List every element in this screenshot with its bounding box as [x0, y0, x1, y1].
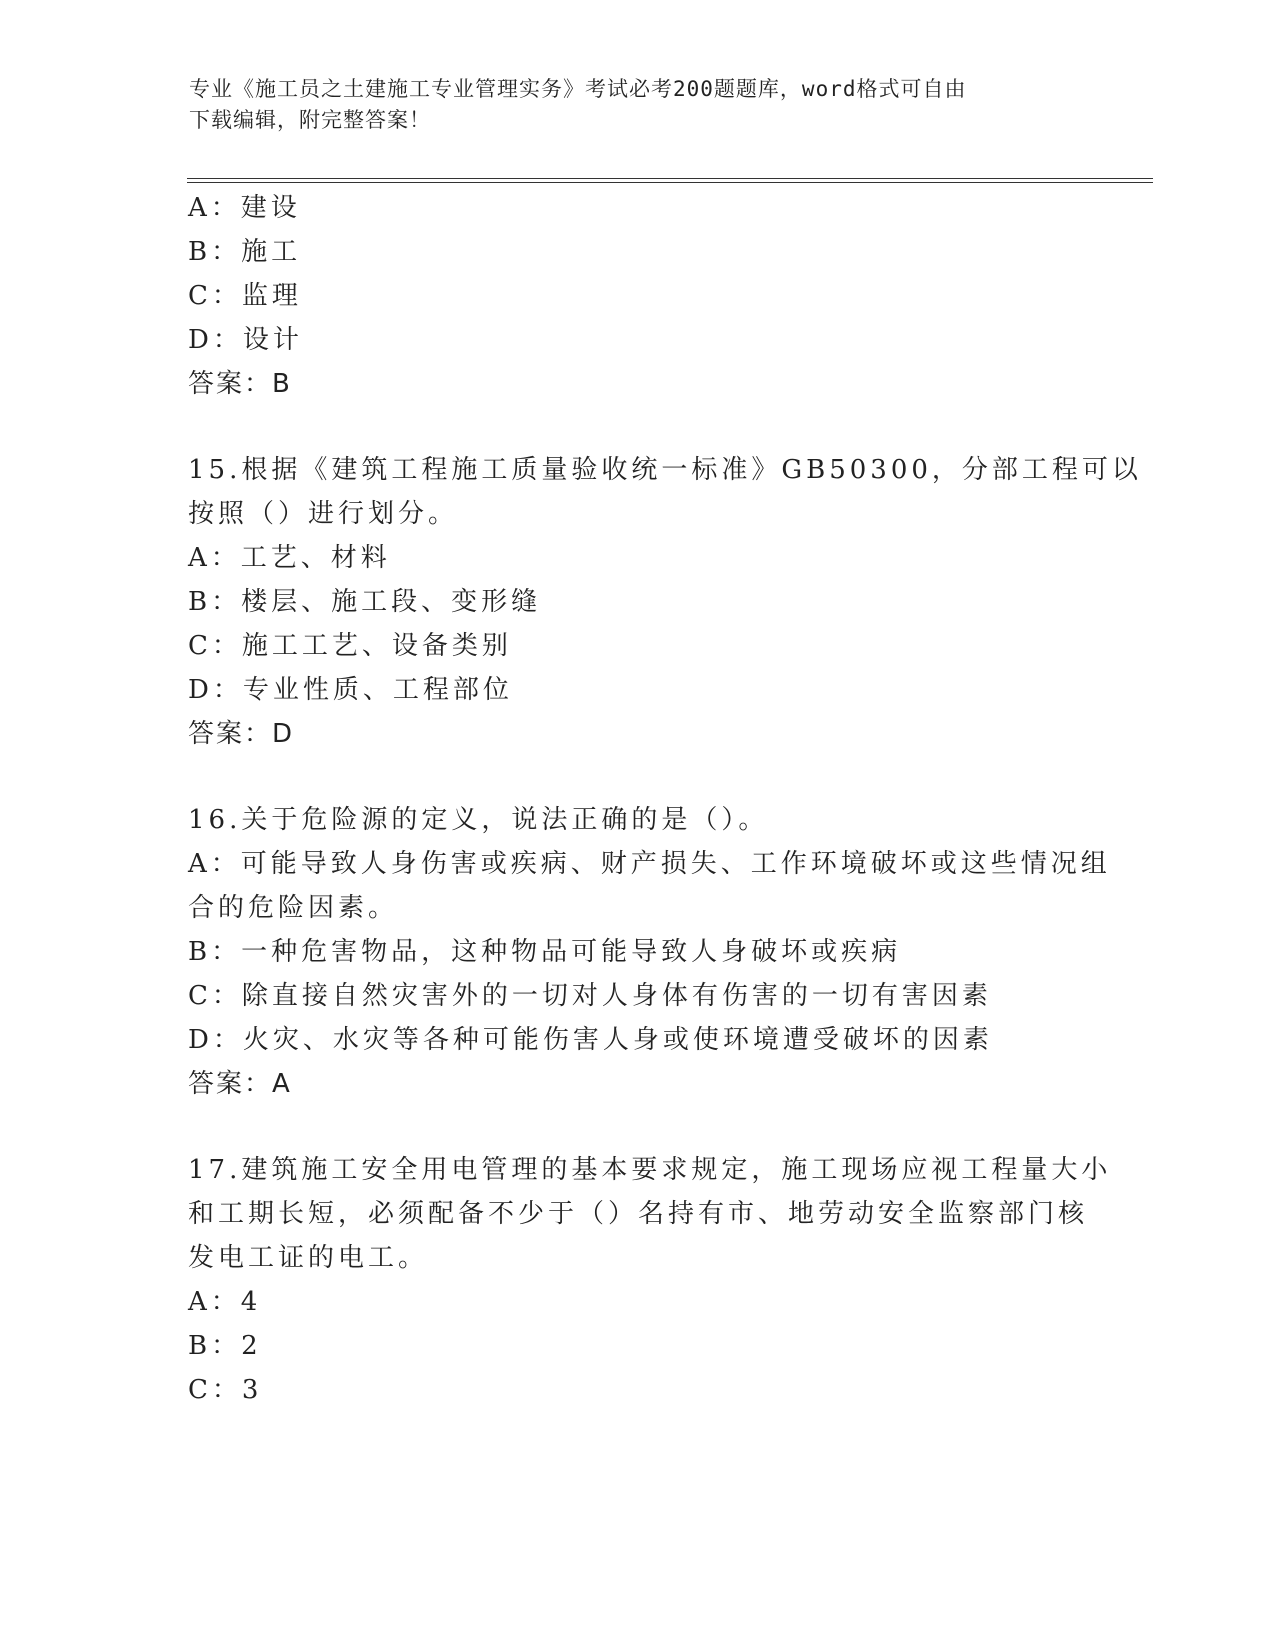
- q14-option-b: B：施工: [188, 237, 302, 267]
- q14-option-c: C：监理: [188, 281, 302, 311]
- q17-option-b: B：2: [188, 1331, 262, 1361]
- q14-option-a: A：建设: [188, 193, 301, 223]
- q15-option-c: C：施工工艺、设备类别: [188, 631, 512, 661]
- q16-stem-line-1: 16.关于危险源的定义，说法正确的是（）。: [188, 805, 769, 835]
- header-line-1: 专业《施工员之土建施工专业管理实务》考试必考200题题库，word格式可自由: [189, 77, 967, 101]
- q15-option-d: D：专业性质、工程部位: [188, 675, 513, 705]
- q14-answer: 答案：B: [188, 369, 292, 399]
- q15-stem-line-1: 15.根据《建筑工程施工质量验收统一标准》GB50300，分部工程可以: [188, 455, 1142, 485]
- q15-option-a: A：工艺、材料: [188, 543, 391, 573]
- q16-answer: 答案：A: [188, 1069, 292, 1099]
- q16-option-a-line-1: A：可能导致人身伤害或疾病、财产损失、工作环境破坏或这些情况组: [188, 849, 1111, 879]
- q17-stem-line-1: 17.建筑施工安全用电管理的基本要求规定，施工现场应视工程量大小: [188, 1155, 1112, 1185]
- q15-answer: 答案：D: [188, 719, 295, 749]
- document-header: [189, 74, 1069, 136]
- header-divider-top: [187, 178, 1153, 179]
- q17-option-c: C：3: [188, 1375, 263, 1405]
- q15-option-b: B：楼层、施工段、变形缝: [188, 587, 542, 617]
- q16-option-b: B：一种危害物品，这种物品可能导致人身破坏或疾病: [188, 937, 902, 967]
- q17-stem-line-3: 发电工证的电工。: [188, 1243, 429, 1273]
- q17-stem-line-2: 和工期长短，必须配备不少于（）名持有市、地劳动安全监察部门核: [188, 1199, 1089, 1229]
- q16-option-c: C：除直接自然灾害外的一切对人身体有伤害的一切有害因素: [188, 981, 992, 1011]
- q16-option-a-line-2: 合的危险因素。: [188, 893, 399, 923]
- q15-stem-line-2: 按照（）进行划分。: [188, 499, 459, 529]
- header-divider-bottom: [187, 182, 1153, 183]
- q16-option-d: D：火灾、水灾等各种可能伤害人身或使环境遭受破坏的因素: [188, 1025, 993, 1055]
- header-line-2: 下载编辑，附完整答案！: [189, 108, 431, 132]
- q14-option-d: D：设计: [188, 325, 303, 355]
- q17-option-a: A：4: [188, 1287, 262, 1317]
